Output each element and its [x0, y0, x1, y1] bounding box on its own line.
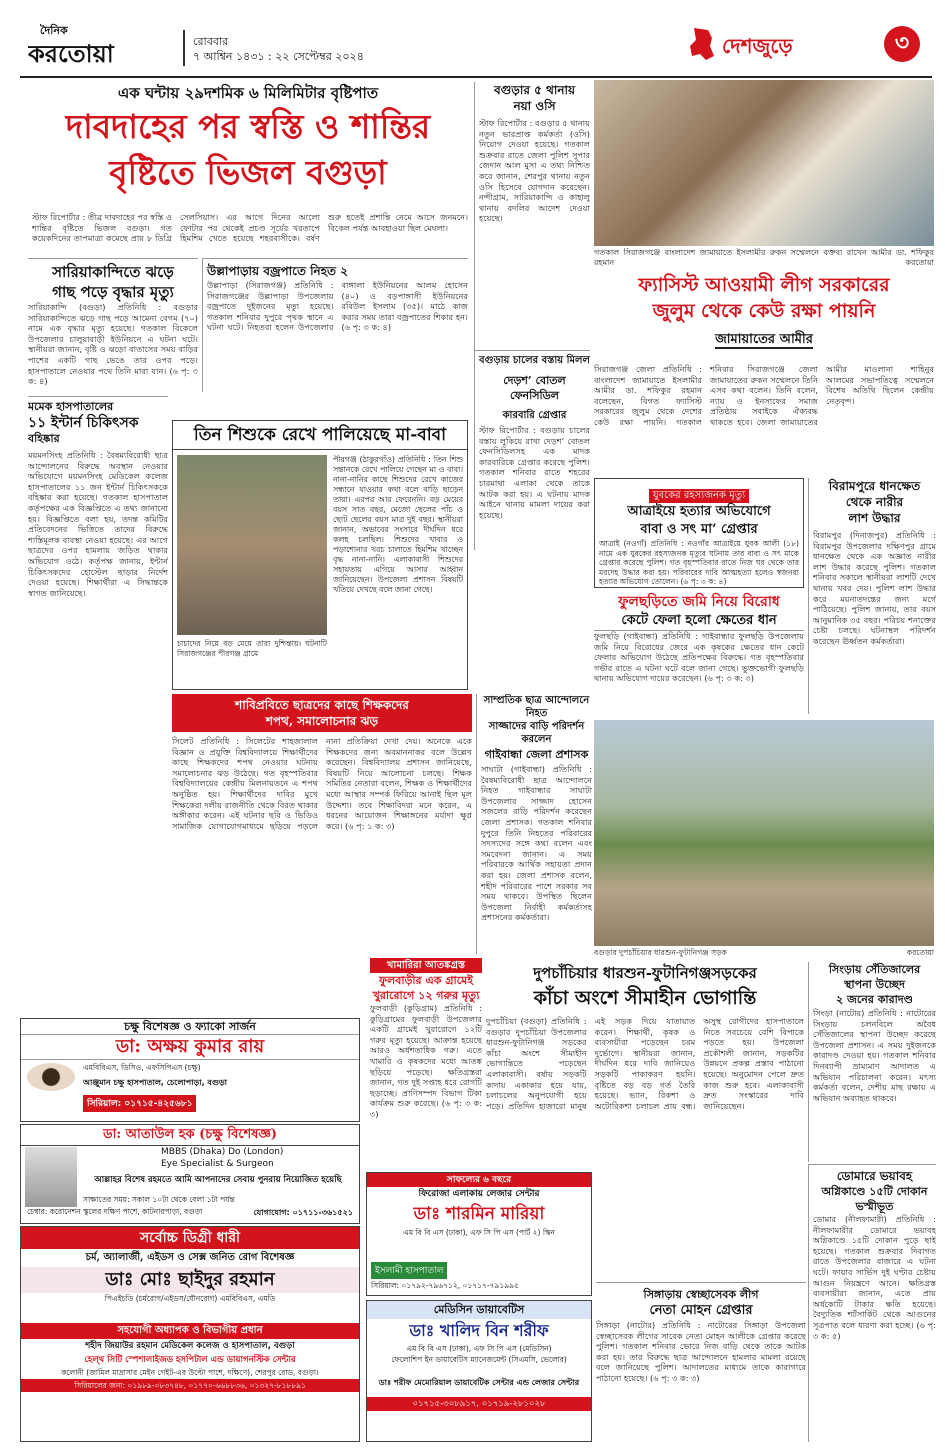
gaibandha-title1: সাম্প্রতিক ছাত্র আন্দোলনে নিহত — [483, 695, 590, 719]
road-photo-credit: করতোয়া — [906, 948, 934, 957]
shabiprobi-body: সিলেট প্রতিনিধি : সিলেটের শাহজালাল বিজ্ঞান ও প্রযুক্তি বিশ্ববিদ্যালয়ে শিক্ষার্থীদের কাছে শিক্ষকদের শপথ নেওয়ার ঘটনায় সমালোচনার ঝড় উঠেছে। গত বৃহস্পতিবার বিশ্ববিদ্যালয়ের কেন্দ্রীয় মিলনায়তনে এ শপথ অনুষ্ঠিত হয়। শিক্ষার্থীদের দাবির মুখে শিক্ষকেরা দলীয় রাজনীতি থেকে বিরত থাকার অঙ্গীকার করেন। এই ঘটনার ছবি ও ভিডিও সামাজিক যোগাযোগমাধ্যমে ছড়িয়ে পড়লে নানা প্রতিক্রিয়া দেখা দেয়। অনেকে একে শিক্ষকদের জন্য অবমাননাকর বলে উল্লেখ করেছেন। বিশ্ববিদ্যালয় প্রশাসন জানিয়েছে, বিষয়টি নিয়ে আলোচনা চলছে। শিক্ষক সমিতির নেতারা বলেন, শিক্ষক ও শিক্ষার্থীদের মধ্যে আস্থার সম্পর্ক ফিরিয়ে আনাই ছিল মূল উদ্দেশ্য। তবে শিক্ষাবিদরা মনে করেন, এ ধরনের আয়োজন শিক্ষাঙ্গনের মর্যাদা ক্ষুণ্ণ করে। (৬ পৃ: ১ ক: ৩) — [172, 736, 472, 831]
ad-khalid-phone: ০১৭১৫-৩০৮৯১৭, ০১৭১৯-২৮১০২৮ — [367, 1397, 591, 1411]
ad-ataul-hours: সাক্ষাতের সময়: সকাল ১০টা থেকে বেলা ১টা পর্যন্ত — [83, 1195, 235, 1204]
section-label — [688, 24, 928, 66]
children-body: পীরগঞ্জ (ঠাকুরগাঁও) প্রতিনিধি : তিন শিশু সন্তানকে রেখে পালিয়ে গেছেন মা ও বাবা। নানা-নানির কাছে শিশুদের রেখে কাজের সন্ধানে যাওয়ার কথা বলে বাড়ি ছাড়েন তারা। এরপর আর ফেরেননি। বড় মেয়ের বয়স সাত বছর, মেজো ছেলের পাঁচ ও ছোট ছেলের বয়স মাত্র দুই বছর। স্থানীয়রা জানান, অভাবের সংসারে দীর্ঘদিন ধরে কলহ চলছিল। শিশুদের খাবার ও পড়াশোনার খরচ চালাতে হিমশিম খাচ্ছেন বৃদ্ধ নানা-নানি। এলাকাবাসী শিশুদের সহায়তায় এগিয়ে আসার আহ্বান জানিয়েছেন। উপজেলা প্রশাসন বিষয়টি খতিয়ে দেখছে বলে জানা গেছে। — [333, 455, 463, 594]
bogura-oc-story — [474, 82, 590, 350]
masthead — [0, 0, 945, 78]
rice-subtitle: দেড়শ’ বোতল ফেনসিডিল — [503, 374, 566, 402]
jamaat-photo-credit: করতোয়া — [905, 258, 934, 267]
araihazar-title2: বাবা ও সৎ মা’ গ্রেপ্তার — [640, 522, 758, 537]
jamaat-photo-caption — [594, 248, 934, 270]
ullapara-story — [202, 258, 468, 392]
ad-eye-phone: সিরিয়াল: ০১৭১৫-৪২৫৬৮১ — [83, 1095, 196, 1112]
ad-khalid-doctor: ডাঃ খালিদ বিন শরীফ — [409, 1321, 549, 1340]
singra-title1: সিংড়ায় সেঁতিজালের — [828, 963, 921, 976]
sariakandi-story — [28, 258, 198, 392]
biram-title3: লাশ উদ্ধার — [848, 511, 901, 525]
lead-title-line1: দাবদাহের পর স্বস্তি ও শান্তির — [65, 107, 431, 146]
ad-ataul-chamber: চেম্বার: করোনেশন স্কুলের দক্ষিণ পাশে, কাটনারপাড়া, বগুড়া — [27, 1207, 203, 1216]
children-photo — [177, 455, 327, 635]
fire-title1: ডোমারে ভয়াবহ — [836, 1169, 913, 1183]
jamaat-title2: জুলুম থেকে কেউ রক্ষা পায়নি — [652, 300, 876, 322]
gaibandha-tag: গাইবান্ধা জেলা প্রশাসক — [484, 748, 589, 761]
kharira-title2: খুরারোগে ১২ গরুর মৃত্যু — [372, 989, 480, 1002]
jamaat-photo — [594, 80, 934, 246]
road-caption-text: বগুড়ার দুপচাঁচিয়ার ধারশুন-ফুটানিগঞ্জ সড়ক — [594, 948, 727, 957]
logo-main: করতোয়া — [28, 39, 114, 68]
mamek-title3: বহিষ্কার — [28, 432, 60, 445]
ad-khalid — [366, 1300, 592, 1442]
ad-islami-phone: সিরিয়াল: ০১৭৯২-৭৯৬৭১২, ০১৭১৭-৭৯১৯৯৫ — [371, 1281, 519, 1290]
ad-shahid-post: সহযোগী অধ্যাপক ও বিভাগীয় প্রধান — [21, 1323, 359, 1339]
araihazar-kicker: যুবকের রহস্যজনক মৃত্যু — [649, 489, 749, 503]
children-photo-caption: চাচাদের নিয়ে বড় মেয়ে তারা দুশ্চিন্তায়। ঘটনাটি সিরাজগঞ্জের পীরগঞ্জ গ্রামে — [177, 639, 327, 658]
biram-story — [808, 478, 936, 714]
ullapara-body: উল্লাপাড়া (সিরাজগঞ্জ) প্রতিনিধি : সিরাজগঞ্জের উল্লাপাড়া উপজেলায় বজ্রপাতে দুইজনের মৃত্যু হয়েছে। গতকাল শনিবার দুপুরে পৃথক স্থানে এ ঘটনা ঘটে। নিহতরা হলেন উপজেলার বাঙ্গালা ইউনিয়নের আলম হোসেন (৪০) ও বড়পাঙ্গাসী ইউনিয়নের রবিউল ইসলাম (৩৫)। মাঠে কাজ করার সময় তারা বজ্রপাতের শিকার হন। (৬ পৃ: ৩ ক: ৪) — [207, 280, 468, 333]
bogura-oc-body: স্টাফ রিপোর্টার : বগুড়ার ৫ থানায় নতুন ভারপ্রাপ্ত কর্মকর্তা (ওসি) নিয়োগ দেওয়া হয়েছে। গতকাল শুক্রবার রাতে জেলা পুলিশ সুপার জেদান আল মুসা এ তথ্য নিশ্চিত করে জানান, শেরপুর থানায় নতুন ওসি হিসেবে যোগদান করেছেন। নন্দীগ্রাম, সারিয়াকান্দি ও কাহালু থানায় বদলির আদেশ দেওয়া হয়েছে। — [479, 118, 590, 224]
fulchhari-title: ফুলছড়িতে জমি নিয়ে বিরোধ — [618, 594, 780, 610]
ad-shahid-banner: সর্বোচ্চ ডিগ্রী ধারী — [21, 1227, 359, 1249]
araihazar-story — [594, 478, 804, 588]
ad-eye-header: চক্ষু বিশেষজ্ঞ ও ফ্যাকো সার্জন — [124, 1020, 256, 1033]
araihazar-body: আত্রাই (নওগাঁ) প্রতিনিধি : নওগাঁর আত্রাইয়ে যুবক আলী (১৮) নামে এক যুবকের রহস্যজনক মৃত্যুর ঘটনায় তার বাবা ও সৎ মাকে গ্রেপ্তার করেছে পুলিশ। গত বৃহস্পতিবার রাতে নিজ ঘর থেকে তার মরদেহ উদ্ধার করা হয়। পরিবারের দাবি আত্মহত্যা হলেও স্বজনরা হত্যার অভিযোগ তোলেন। (৬ পৃ: ৩ ক: ৪) — [599, 539, 799, 587]
fire-story — [808, 1164, 936, 1442]
ad-khalid-degrees: এম বি বি এস (ঢাকা), এফ সি পি এস (মেডিসিন) — [406, 1344, 552, 1353]
children-story — [172, 420, 468, 690]
lead-kicker: এক ঘন্টায় ২৯দশমিক ৬ মিলিমিটার বৃষ্টিপাত — [117, 84, 379, 102]
dupchanchia-title2: কাঁচা অংশে সীমাহীন ভোগান্তি — [533, 987, 757, 1009]
rice-story — [474, 350, 590, 550]
ad-ataul-degree: MBBS (Dhaka) Do (London) — [161, 1147, 284, 1157]
children-title: তিন শিশুকে রেখে পালিয়েছে মা-বাবা — [173, 421, 467, 450]
dupchanchia-title1: দুপচাঁচিয়ার ধারশুন-ফুটানিগঞ্জসড়কের — [533, 964, 757, 982]
lead-title-line2: বৃষ্টিতে ভিজল বগুড়া — [109, 153, 387, 192]
rice-tag: কারবারি গ্রেপ্তার — [502, 410, 567, 421]
shabiprobi-title2: শপথ, সমালোচনার ঝড় — [265, 714, 379, 728]
ad-shahid-doctor: ডাঃ মোঃ ছাইদুর রহমান — [21, 1267, 359, 1293]
eye-icon — [27, 1063, 75, 1091]
bogura-oc-title2: নয়া ওসি — [513, 99, 556, 113]
gaibandha-body: সাঘাটা (গাইবান্ধা) প্রতিনিধি : বৈষম্যবিরোধী ছাত্র আন্দোলনে নিহত গাইবান্ধার সাঘাটা উপজেলার সাজ্জাদ হোসেন সজলের বাড়ি পরিদর্শন করেছেন জেলা প্রশাসক। গতকাল শনিবার দুপুরে তিনি নিহতের পরিবারের সদস্যদের সঙ্গে কথা বলেন এবং সমবেদনা জানান। এ সময় পরিবারকে আর্থিক সহায়তা প্রদান করা হয়। জেলা প্রশাসক বলেন, শহীদ পরিবারের পাশে সরকার সব সময় থাকবে। উপস্থিত ছিলেন উপজেলা নির্বাহী কর্মকর্তাসহ প্রশাসনের কর্মকর্তারা। — [481, 764, 592, 923]
biram-body: বিরামপুর (দিনাজপুর) প্রতিনিধি : বিরামপুর উপজেলার দক্ষিণপুর গ্রামে ধানক্ষেত থেকে এক অজ্ঞাত নারীর লাশ উদ্ধার করেছে পুলিশ। গতকাল শনিবার সকালে স্থানীয়রা লাশটি দেখে থানায় খবর দেয়। পুলিশ লাশ উদ্ধার করে ময়নাতদন্তের জন্য মর্গে পাঠিয়েছে। পুলিশ জানায়, তার বয়স আনুমানিক ৩৫ বছর। পরিচয় শনাক্তের চেষ্টা চলছে। ঘটনাস্থল পরিদর্শন করেছেন ঊর্ধ্বতন কর্মকর্তারা। — [813, 530, 936, 646]
ad-shahid-line: চর্ম, অ্যালার্জী, এইডস ও সেক্স জনিত রোগ বিশেষজ্ঞ — [85, 1252, 295, 1263]
rice-body: স্টাফ রিপোর্টার : বগুড়ায় চালের বস্তায় লুকিয়ে রাখা দেড়শ’ বোতল ফেনসিডিলসহ এক মাদক কারবারিকে গ্রেপ্তার করেছে পুলিশ। গতকাল শনিবার রাতে শহরের চারমাথা এলাকা থেকে তাকে আটক করা হয়। এ ঘটনায় মাদক আইনে থানায় মামলা দায়ের করা হয়েছে। — [479, 425, 590, 520]
section-label-text: দেশজুড়ে — [722, 34, 793, 58]
masthead-rule — [20, 76, 932, 78]
leader-body: সিঙ্গাড়া (নাটোর) প্রতিনিধি : নাটোরের সিঙ্গাড়া উপজেলা স্বেচ্ছাসেবক লীগের সাবেক নেতা মোহন আলীকে গ্রেপ্তার করেছে পুলিশ। গতকাল শনিবার ভোরে নিজ বাড়ি থেকে তাকে আটক করা হয়। তার বিরুদ্ধে ছাত্র আন্দোলনে হামলার মামলা রয়েছে বলে জানিয়েছে পুলিশ। আদালতের মাধ্যমে তাকে কারাগারে পাঠানো হয়েছে। (৬ পৃ: ৩ ক: ৩) — [596, 1320, 806, 1383]
road-photo-caption — [594, 948, 934, 960]
ad-islami — [366, 1172, 592, 1296]
issue-date-text: ৭ আশ্বিন ১৪৩১ : ২২ সেপ্টেম্বর ২০২৪ — [193, 50, 364, 63]
ad-eye-clinic: আঞ্জুমান চক্ষু হাসপাতাল, চেলোপাড়া, বগুড়া — [83, 1078, 227, 1087]
leader-title2: নেতা মোহন গ্রেপ্তার — [649, 1303, 753, 1318]
logo-small: দৈনিক — [40, 24, 68, 37]
jamaat-headline — [594, 272, 934, 362]
ad-islami-tag: সাফল্যের ৬ বছরে — [367, 1173, 591, 1187]
ad-ataul-doctor: ডা: আতাউল হক (চক্ষু বিশেষজ্ঞ) — [21, 1125, 359, 1146]
ad-shahid-hospital: হেল্থ সিটি স্পেশালাইজড হসপিটাল এন্ড ডায়াগনস্টিক সেন্টার — [84, 1355, 296, 1365]
ad-khalid-clinic: ডাঃ শরীফ মেমোরিয়াল ডায়াবেটিক সেন্টার এন্ড লেজার সেন্টার — [378, 1378, 580, 1387]
gaibandha-story — [476, 694, 592, 954]
ad-eye-degrees: এমবিবিএস, ডিসিও, এফসিপিএস (চক্ষু) — [83, 1063, 201, 1072]
doctor-portrait — [25, 1147, 77, 1207]
araihazar-title1: আত্রাইয়ে হত্যার অভিযোগে — [627, 504, 771, 519]
jamaat-body: সিরাজগঞ্জ জেলা প্রতিনিধি : বাংলাদেশ জামায়াতে ইসলামীর আমীর ডা. শফিকুর রহমান বলেছেন, বিগত ফ্যাসিস্ট সরকারের জুলুম থেকে দেশের কেউ রক্ষা পায়নি। গতকাল শনিবার সিরাজগঞ্জে জেলা জামায়াতের রুকন সম্মেলনে তিনি এসব কথা বলেন। তিনি বলেন, ন্যায় ও ইনসাফের সমাজ প্রতিষ্ঠায় সবাইকে ঐক্যবদ্ধ থাকতে হবে। জেলা জামায়াতের আমীর মাওলানা শাহিনুর আলমের সভাপতিত্বে সম্মেলনে বিশেষ অতিথি ছিলেন কেন্দ্রীয় নেতৃবৃন্দ। — [594, 364, 934, 427]
biram-title1: বিরামপুরে ধানক্ষেত — [828, 479, 921, 493]
issue-day: রোববার — [193, 35, 229, 48]
mamek-title1: মমেক হাসপাতালের — [28, 400, 114, 413]
ullapara-title: উল্লাপাড়ায় বজ্রপাতে নিহত ২ — [207, 264, 349, 278]
fire-title3: ভস্মীভূত — [855, 1200, 894, 1213]
fire-title2: অগ্নিকাণ্ডে ১৫টি দোকান — [821, 1185, 928, 1198]
fulchhari-body: ফুলছড়ি (গাইবান্ধা) প্রতিনিধি : গাইবান্ধার ফুলছড়ি উপজেলায় জমি নিয়ে বিরোধের জেরে এক কৃষকের ক্ষেতের ধান কেটে ফেলার অভিযোগ উঠেছে প্রতিপক্ষের বিরুদ্ধে। গত বৃহস্পতিবার গভীর রাতে এ ঘটনা ঘটে বলে জানা গেছে। ভুক্তভোগী ফুলছড়ি থানায় অভিযোগ দায়ের করেছেন। (৬ পৃ: ৩ ক: ৩) — [594, 631, 804, 684]
bangladesh-map-icon — [688, 26, 716, 62]
jamaat-caption-text: গতকাল সিরাজগঞ্জে বাংলাদেশ জামায়াতে ইসলামীর রুকন সম্মেলনে বক্তব্য রাখেন আমীর ডা. শফিকুর রহমান — [594, 248, 934, 267]
lead-story — [28, 82, 468, 228]
shabiprobi-title1: শাবিপ্রবিতে ছাত্রদের কাছে শিক্ষকদের — [235, 698, 409, 712]
masthead-divider — [183, 30, 185, 66]
sariakandi-title2: গাছ পড়ে বৃদ্ধার মৃত্যু — [52, 283, 174, 301]
mamek-story — [28, 396, 168, 812]
logo — [28, 22, 178, 70]
road-photo — [594, 720, 934, 946]
singra-story — [808, 962, 936, 1162]
dupchanchia-body: দুপচাঁচিয়া (বগুড়া) প্রতিনিধি : বগুড়ার দুপচাঁচিয়া উপজেলার ধারশুন-ফুটানিগঞ্জ সড়কের কাঁচা অংশে সীমাহীন ভোগান্তিতে পড়েছেন এলাকাবাসী। বর্ষায় সড়কটি কাদায় একাকার হয়ে যায়, চলাচলের অনুপযোগী হয়ে পড়ে। প্রতিদিন হাজারো মানুষ এই সড়ক দিয়ে যাতায়াত করেন। শিক্ষার্থী, কৃষক ও ব্যবসায়ীরা পড়েছেন চরম দুর্ভোগে। স্থানীয়রা জানান, দীর্ঘদিন ধরে দাবি জানিয়েও সড়কটি পাকাকরণ হয়নি। বৃষ্টিতে বড় বড় গর্ত তৈরি হয়েছে। ভ্যান, রিকশা ও অটোরিকশা চলাচল প্রায় বন্ধ। অসুস্থ রোগীদের হাসপাতালে নিতে সবচেয়ে বেশি বিপাকে পড়তে হয়। উপজেলা প্রকৌশলী জানান, সড়কটির উন্নয়নে প্রকল্প প্রস্তাব পাঠানো হয়েছে। অনুমোদন পেলে দ্রুত কাজ শুরু হবে। এলাকাবাসী দ্রুত সংস্কারের দাবি জানিয়েছেন। — [486, 1016, 804, 1111]
ad-ataul-spec: Eye Specialist & Surgeon — [161, 1159, 274, 1169]
ad-shahid — [20, 1226, 360, 1442]
ad-ataul-line: আল্লাহর বিশেষ রহমতে আমি আপনাদের সেবায় পুনরায় নিয়োজিত হয়েছি — [94, 1175, 342, 1185]
ad-shahid-phone: সিরিয়ালের জন্য: ০১৯৮৯-০৮৩৭৪৮, ০১৭৭০-৬৬৮৮৩৬, ০১৩২৭-৮১৮৮৯১ — [21, 1379, 359, 1392]
bogura-oc-title1: বগুড়ার ৫ থানায় — [493, 83, 576, 97]
ad-islami-name: ইসলামী হাসপাতাল — [371, 1262, 447, 1279]
ad-shahid-college: শহীদ জিয়াউর রহমান মেডিকেল কলেজ ও হাসপাতাল, বগুড়া — [85, 1341, 295, 1351]
kharira-story — [370, 958, 482, 1168]
jamaat-title1: ফ্যাসিস্ট আওয়ামী লীগ সরকারের — [638, 274, 890, 296]
leader-title1: সিঙ্গাড়ায় স্বেচ্ছাসেবক লীগ — [643, 1288, 759, 1301]
ad-khalid-header: মেডিসিন ডায়াবেটিস — [367, 1301, 591, 1319]
sariakandi-title1: সারিয়াকান্দিতে ঝড়ে — [52, 263, 174, 281]
fulchhari-subtitle: কেটে ফেলা হলো ক্ষেতের ধান — [594, 612, 804, 631]
ad-khalid-line: ফেলোশিপ ইন ডায়াবেটিস ম্যানেজমেন্ট (সিএমসি, ভেলোর) — [391, 1355, 567, 1364]
kharira-title1: ফুলবাড়ীর এক গ্রামেই — [378, 974, 473, 987]
ad-eye — [20, 1018, 360, 1122]
rice-title: বগুড়ায় চালের বস্তায় মিলল — [479, 355, 590, 366]
fire-body: ডোমার (নীলফামারী) প্রতিনিধি : নীলফামারীর ডোমারে ভয়াবহ অগ্নিকাণ্ডে ১৫টি দোকান পুড়ে ছাই হয়েছে। গতকাল শুক্রবার দিবাগত রাতে উপজেলার বাজারে এ ঘটনা ঘটে। ফায়ার সার্ভিস দুই ঘণ্টার চেষ্টায় আগুন নিয়ন্ত্রণে আনে। ক্ষতিগ্রস্ত ব্যবসায়ীরা জানান, এতে প্রায় অর্ধকোটি টাকার ক্ষতি হয়েছে। বৈদ্যুতিক শর্টসার্কিট থেকে আগুনের সূত্রপাত বলে ধারণা করা হচ্ছে। (৬ পৃ: ৩ ক: ৫) — [813, 1214, 936, 1341]
lead-body: স্টাফ রিপোর্টার : তীব্র দাবদাহের পর স্বস্তি ও শান্তির বৃষ্টিতে ভিজল বগুড়া। গত কয়েকদিনের তাপমাত্রা কমেছে প্রায় ৮ ডিগ্রি সেলসিয়াস। এর আগে দিনের আলো ফোটার পর থেকেই প্রচণ্ড সূর্যের খরতাপে হিমশিম খেতে হয়েছে শহরবাসীকে। বর্ষণ শুরু হতেই প্রশান্তি নেমে আসে জনমনে। বিকেল পর্যন্ত আবহাওয়া ছিল মেঘলা। — [32, 212, 468, 244]
jamaat-tag: জামায়াতের আমীর — [715, 332, 813, 347]
sariakandi-body: সারিয়াকান্দি (বগুড়া) প্রতিনিধি : বগুড়ার সারিয়াকান্দিতে ঝড়ে গাছ পড়ে আমেনা বেগম (৭০) নামে এক বৃদ্ধার মৃত্যু হয়েছে। গতকাল বিকেলে উপজেলার চালুয়াবাড়ী ইউনিয়নে এ ঘটনা ঘটে। স্থানীয়রা জানান, বৃষ্টি ও ঝড়ো বাতাসের সময় বাড়ির পাশের একটি গাছ ভেঙে তার ওপর পড়ে। হাসপাতালে নেওয়ার পথে তিনি মারা যান। (৬ পৃ: ৩ ক: ৪) — [28, 302, 198, 386]
mamek-body: ময়মনসিংহ প্রতিনিধি : বৈষম্যবিরোধী ছাত্র আন্দোলনের বিরুদ্ধে অবস্থান নেওয়ার অভিযোগে ময়মনসিংহ মেডিকেল কলেজ হাসপাতালের ১১ জন ইন্টার্ন চিকিৎসককে বহিষ্কার করা হয়েছে। গতকাল হাসপাতাল কর্তৃপক্ষের এক বিজ্ঞপ্তিতে এ তথ্য জানানো হয়। বিজ্ঞপ্তিতে বলা হয়, তদন্ত কমিটির প্রতিবেদনের ভিত্তিতে তাদের বিরুদ্ধে শাস্তিমূলক ব্যবস্থা নেওয়া হয়েছে। এর আগে ছাত্রদের ওপর হামলায় জড়িত থাকার অভিযোগ ওঠে। কর্তৃপক্ষ জানায়, ইন্টার্ন চিকিৎসকদের হোস্টেল ছাড়ার নির্দেশ দেওয়া হয়েছে। শিক্ষার্থীরা এ সিদ্ধান্তকে স্বাগত জানিয়েছে। — [28, 450, 168, 598]
page-number: ৩ — [884, 26, 920, 62]
ad-islami-doctor: ডাঃ শারমিন মারিয়া — [413, 1204, 545, 1224]
singra-leader-story — [596, 1282, 806, 1442]
kharira-body: ফুলবাড়ী (কুড়িগ্রাম) প্রতিনিধি : কুড়িগ্রামের ফুলবাড়ী উপজেলার একটি গ্রামেই খুরারোগে ১২টি গরুর মৃত্যু হয়েছে। আক্রান্ত হয়েছে আরও অর্ধশতাধিক গরু। এতে খামারি ও কৃষকদের মধ্যে আতঙ্ক ছড়িয়ে পড়েছে। ক্ষতিগ্রস্তরা জানান, গত দুই সপ্তাহ ধরে রোগটি ছড়াচ্ছে। প্রাণিসম্পদ বিভাগ টিকা কার্যক্রম শুরু করেছে। (৬ পৃ: ৩ ক: ৩) — [370, 1003, 482, 1119]
fulchhari-story — [594, 592, 804, 718]
ad-islami-line: ফিরোজা এলাকায় লেজার সেন্টার — [418, 1189, 540, 1199]
biram-title2: থেকে নারীর — [845, 495, 904, 509]
ad-shahid-address: কলোনী (জামিল মাদ্রাসার মেইন গেইট-এর উল্টো পাশে, দক্ষিণে), শেরপুর রোড, বগুড়া। — [61, 1368, 319, 1377]
singra-subtitle: ২ জনের কারাদণ্ড — [836, 993, 913, 1006]
singra-title2: স্থাপনা উচ্ছেদ — [844, 978, 905, 991]
issue-date — [193, 34, 453, 68]
ad-eye-doctor: ডা: অক্ষয় কুমার রায় — [21, 1034, 359, 1060]
ad-ataul — [20, 1124, 360, 1224]
kharira-kicker: খামারিরা আতঙ্কগ্রস্ত — [370, 958, 482, 973]
mamek-title2: ১১ ইন্টার্ন চিকিৎসক — [28, 415, 139, 431]
ad-ataul-phone: যোগাযোগ: ০১৭১১-৩৬১৫২১ — [253, 1208, 353, 1217]
shabiprobi-headline — [172, 694, 472, 732]
ad-islami-degrees: এম বি বি এস (ঢাকা), এফ সি পি এস (পার্ট ২) স্কিন — [403, 1228, 555, 1237]
ad-shahid-degrees: পিএইচডি (চর্মরোগ/এইডস/যৌনরোগ) এমবিবিএস, এমডি — [104, 1294, 276, 1303]
singra-body: সিংড়া (নাটোর) প্রতিনিধি : নাটোরের সিংড়ায় চলনবিলে অবৈধ সেঁতিজালের স্থাপনা উচ্ছেদ করেছে উপজেলা প্রশাসন। এ সময় দুইজনকে কারাদণ্ড দেওয়া হয়। গতকাল শনিবার দিনব্যাপী ভ্রাম্যমাণ আদালত এ অভিযান পরিচালনা করেন। মৎস্য কর্মকর্তা বলেন, দেশীয় মাছ রক্ষায় এ অভিযান অব্যাহত থাকবে। — [813, 1008, 936, 1103]
gaibandha-title2: সাজ্জাদের বাড়ি পরিদর্শন করলেন — [488, 721, 585, 745]
